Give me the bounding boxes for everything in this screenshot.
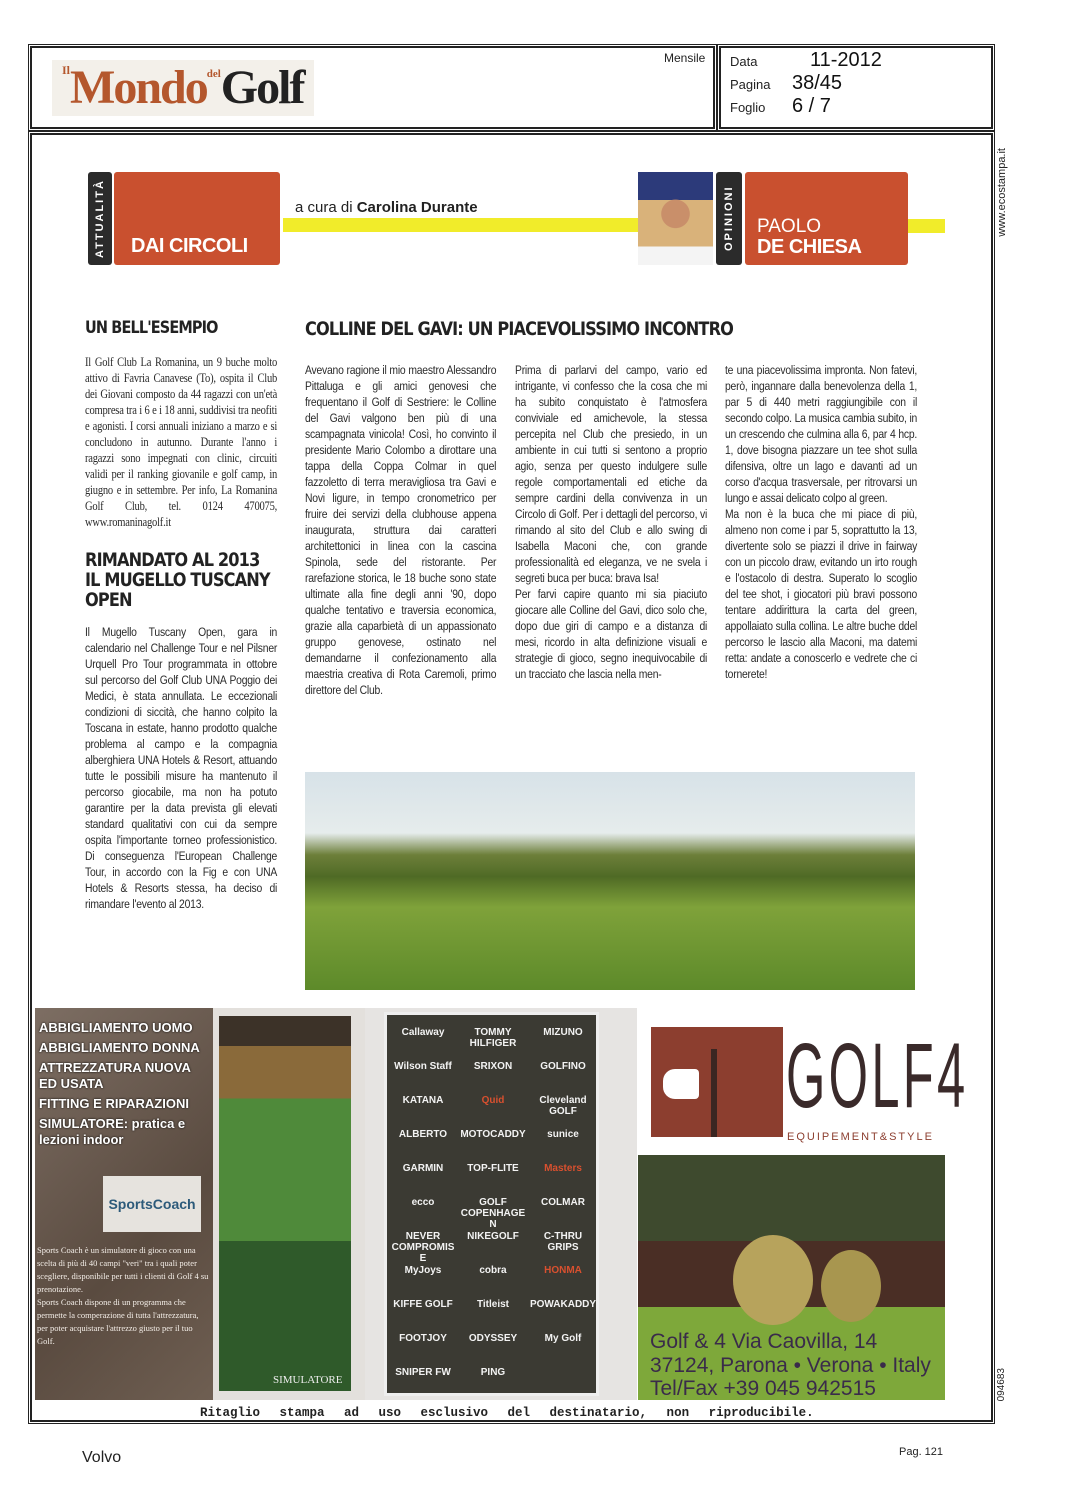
yellow-rule-right	[908, 219, 945, 233]
shop-service-item: ATTREZZATURA NUOVA ED USATA	[39, 1060, 191, 1091]
logo-del: del	[206, 68, 221, 80]
brand-logo: Titleist	[476, 1299, 510, 1310]
brand-logo: MyJoys	[404, 1265, 442, 1276]
article-col2	[515, 362, 707, 682]
golf4-address-2: 37124, Parona • Verona • Italy	[650, 1354, 931, 1377]
brand-logo: sunice	[547, 1129, 579, 1140]
code-side: 094683	[996, 1368, 1007, 1402]
author-last: DE CHIESA	[757, 236, 862, 258]
club-icon	[663, 1069, 699, 1099]
brand-logo: POWAKADDY	[529, 1299, 597, 1310]
article-headline: COLLINE DEL GAVI: UN PIACEVOLISSIMO INCONTRO	[305, 318, 734, 340]
headline-mugello: RIMANDATO AL 2013 IL MUGELLO TUSCANY OPEN	[85, 549, 270, 611]
brand-logo: Quid	[481, 1095, 505, 1106]
brand-logo: MIZUNO	[543, 1027, 583, 1038]
logo-golf: Golf	[220, 61, 304, 114]
article-col2-p2: Per farvi capire quanto mi sia piaciuto giocare alle Colline del Gavi, dico solo che, dopo due giri di campo e a distanza di mesi, ricordo in alta definizione visuali e strategie di gioco, segno inequivocabile di un tracciato che lascia nella men-	[515, 587, 708, 681]
golf4-emblem	[651, 1027, 783, 1137]
brand-logo: Wilson Staff	[394, 1061, 452, 1072]
opinion-label: OPINIONI	[716, 172, 742, 265]
brand-logo: SNIPER FW	[395, 1367, 451, 1378]
brand-logo: Masters	[544, 1163, 582, 1174]
section-label: ATTUALITÀ	[88, 172, 112, 265]
article-col1: Avevano ragione il mio maestro Alessandro Pittaluga e gli amici genovesi che frequentano il Golf di Sestriere: le Colline del Gavi valgono ben più di una scampagnata vinicola! Così, ho convinto il presidente Mario Colombo a dirottare una tappa della Coppa Colmar in quel fazzoletto di terra meravigliosa tra Gavi e Novi ligure, in tempo cronometrico per fruire dei servizi della clubhouse appena inaugurata, struttura dai caratteri architettonici in linea con la cascina Spinola, sede del ristorante. Per rarefazione storica, le 18 buche sono state ultimate alla fine degli anni '90, dopo qualche tentativo e traversia economica, grazie alla caparbietà di un appassionato gruppo genovese, ostinato nel demandarne il confezionamento alla maestria creativa di Rota Caremoli, primo direttore del Club.	[305, 363, 497, 697]
client-name: Volvo	[82, 1449, 122, 1466]
shop-service-item: FITTING E RIPARAZIONI	[39, 1096, 189, 1111]
shop-service-item: SIMULATORE: pratica e lezioni indoor	[39, 1116, 186, 1147]
shop-services-list	[39, 1020, 211, 1152]
brand-logo: TOMMY HILFIGER	[469, 1027, 517, 1049]
brand-logo: ODYSSEY	[468, 1333, 518, 1344]
simulator-panel	[213, 1008, 365, 1400]
brand-logo: KIFFE GOLF	[393, 1299, 453, 1310]
brand-logo: HONMA	[544, 1265, 582, 1276]
shop-desc-2: Sports Coach dispone di un programma che permette la comperazione di tutta l'attrezzatura, per poter acquistare l'attrezzo giusto per il tuo Golf.	[37, 1297, 199, 1346]
section-title-box	[114, 172, 280, 265]
logo-il: Il	[62, 63, 71, 77]
brand-logo: NEVER COMPROMISE	[391, 1231, 455, 1264]
brand-logo: GOLFINO	[540, 1061, 586, 1072]
foglio-value: 6 / 7	[792, 95, 831, 117]
golf4-logo: GOLF4	[786, 1025, 969, 1127]
byline-name: Carolina Durante	[356, 199, 478, 216]
data-label: Data	[730, 54, 758, 69]
sportscoach-logo: SportsCoach	[103, 1176, 201, 1232]
shop-service-item: ABBIGLIAMENTO DONNA	[39, 1040, 200, 1055]
byline-prefix: a cura di	[295, 199, 353, 216]
brand-logo: FOOTJOY	[399, 1333, 447, 1344]
brands-panel	[384, 1012, 599, 1396]
shop-ad	[35, 1008, 213, 1400]
brand-logo: Callaway	[401, 1027, 445, 1038]
magazine-logo	[52, 60, 314, 116]
shop-desc-1: Sports Coach è un simulatore di gioco con una scelta di più di 40 campi "veri" tra i quali poter scegliere, disponibile per tutti i clienti di Golf 4 su prenotazione.	[37, 1245, 209, 1294]
page-number: Pag. 121	[899, 1446, 944, 1458]
brand-logo: MOTOCADDY	[460, 1129, 526, 1140]
brand-logo: PING	[480, 1367, 506, 1378]
golf4-address-1: Golf & 4 Via Caovilla, 14	[650, 1330, 878, 1353]
website-side: www.ecostampa.it	[996, 148, 1008, 237]
brand-logo: KATANA	[402, 1095, 444, 1106]
golf-course-photo	[305, 772, 915, 990]
frequency: Mensile	[664, 51, 706, 65]
pagina-value: 38/45	[792, 72, 843, 94]
brand-logo: My Golf	[544, 1333, 582, 1344]
article-col3-p2: Ma non è la buca che mi piace di più, almeno non come i par 5, soprattutto la 13, divertente solo se piazzi il drive in fairway con un piccolo draw, evitando un irto rough e l'ostacolo di destra. Superato lo scoglio del tee shot, i giocatori più bravi possono tentare addirittura la carta del green, appollaiato sulla collina. Le altre buche ddel percorso le lascio alla Maconi, ma datemi retta: andate a conoscerlo e vedrete che ci tornerete!	[725, 507, 918, 681]
article-col3	[725, 362, 917, 682]
pagina-label: Pagina	[730, 77, 771, 92]
brand-logo: ecco	[411, 1197, 435, 1208]
body-mugello: Il Mugello Tuscany Open, gara in calendario nel Challenge Tour e nel Pilsner Urquell Pro Tour programmata in ottobre sul percorso del Golf Club UNA Poggio dei Medici, è stata annullata. Le eccezionali condizioni di siccità, che hanno colpito la Toscana in estate, hanno prodotto qualche problema al campo e la compagnia alberghiera UNA Hotels & Resort, attuando tutte le possibili misure ha mantenuto il percorso giocabile, ma non ha potuto garantire per la data prevista gli elevati standard qualitativi con cui da sempre ospita l'importante torneo professionistico. Di conseguenza l'European Challenge Tour, in accordo con la Fig e con UNA Hotels & Resorts stessa, ha deciso di rimandare l'evento al 2013.	[85, 625, 278, 911]
logo-mondo: Mondo	[70, 61, 207, 114]
shop-service-item: ABBIGLIAMENTO UOMO	[39, 1020, 193, 1035]
brand-logo: GOLF COPENHAGEN	[460, 1197, 526, 1230]
golf4-tagline: EQUIPEMENT&STYLE	[787, 1131, 934, 1143]
brand-logo: NIKEGOLF	[467, 1231, 519, 1242]
foglio-label: Foglio	[730, 100, 766, 115]
brand-logo: COLMAR	[541, 1197, 585, 1208]
simulator-caption: SIMULATORE	[273, 1374, 343, 1386]
brand-logo: SRIXON	[473, 1061, 513, 1072]
author-box	[745, 172, 908, 265]
driver-head-icon	[821, 1250, 881, 1322]
brand-logo: cobra	[479, 1265, 507, 1276]
author-first: PAOLO	[757, 216, 822, 237]
article-col3-p1: te una piacevolissima impronta. Non fatevi, però, ingannare dalla benevolenza della 1, par 5 di 440 metri raggiungibile con il secondo colpo. La musica cambia subito, in un crescendo che culmina alla 6, par 4 hcp. 1, dove bisogna piazzare un tee shot sulla difensiva, oltre un lago e davanti ad un corso d'acqua trasversale, per ritrovarsi un lungo e assai delicato colpo al green.	[725, 363, 918, 505]
brand-logo: C-THRU GRIPS	[543, 1231, 583, 1253]
headline-bell-esempio: UN BELL'ESEMPIO	[85, 318, 218, 338]
brand-logo: ALBERTO	[398, 1129, 448, 1140]
brand-logo: Cleveland GOLF	[539, 1095, 587, 1117]
brand-logo: GARMIN	[402, 1163, 444, 1174]
golf4-phone: Tel/Fax +39 045 942515	[650, 1377, 876, 1400]
left-column	[85, 318, 277, 912]
article-col2-p1: Prima di parlarvi del campo, vario ed intrigante, vi confesso che la cosa che mi ha subito conquistato è l'atmosfera conviviale ed amichevole, la stessa percepita nel Club che presiedo, in un ambiente in cui tutti si sentono a proprio agio, senza per questo indulgere sulle regole comportamentali ed etiche da sempre cardini della convivenza in un Circolo di Golf. Per i dettagli del percorso, vi rimando al sito del Club e allo swing di Isabella Maconi che, con grande professionalità ed eleganza, ve ne svela i segreti buca per buca: brava Isa!	[515, 363, 708, 585]
drivers-photo	[638, 1155, 945, 1400]
byline	[295, 199, 478, 216]
body-bell-esempio: Il Golf Club La Romanina, un 9 buche molto attivo di Favria Canavese (To), ospita il Club dei Giovani composto da 44 ragazzi con un'età compresa tra i 6 e i 18 anni, suddivisi tra neofiti e agonisti. I corsi annuali iniziano a marzo e si concludono in autunno. Durante l'anno i ragazzi sono impegnati con clinic, circuiti validi per il ranking giovanile e golf camp, in giugno e in settembre. Per info, La Romanina Golf Club, tel. 0124 470075, www.romaninagolf.it	[85, 355, 278, 529]
section-title: DAI CIRCOLI	[131, 235, 248, 257]
yellow-rule	[283, 218, 638, 232]
putter-icon	[711, 1049, 717, 1137]
shop-desc	[37, 1244, 209, 1348]
author-photo	[638, 172, 713, 265]
data-value: 11-2012	[810, 49, 882, 71]
reproduction-notice: Ritaglio stampa ad uso esclusivo del destinatario, non riproducibile.	[200, 1406, 814, 1420]
brand-logo: TOP-FLITE	[467, 1163, 519, 1174]
simulator-photo	[219, 1016, 351, 1391]
driver-head-icon	[733, 1235, 813, 1325]
